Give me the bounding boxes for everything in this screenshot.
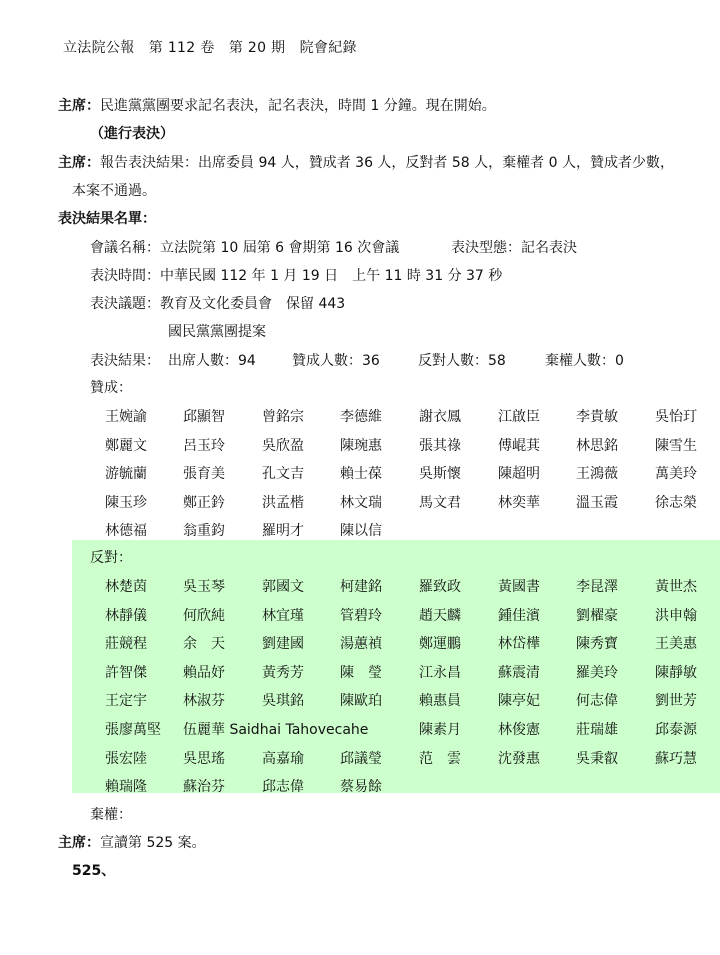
speech-text: 報告表決結果：出席委員 94 人，贊成者 36 人，反對者 58 人，棄權者 0 人，贊成者少數， bbox=[100, 155, 674, 171]
member-name: 傅崐萁 bbox=[498, 437, 540, 454]
yes-label: 贊成： bbox=[90, 380, 132, 396]
member-name: 翁重鈞 bbox=[183, 523, 225, 540]
member-name: 蘇治芬 bbox=[183, 779, 225, 796]
member-name: 黃秀芳 bbox=[262, 664, 304, 681]
vote-subject-cont: 國民黨黨團提案 bbox=[168, 324, 266, 340]
member-name: 劉建國 bbox=[262, 636, 304, 653]
yes-count: 贊成人數：36 bbox=[292, 353, 380, 369]
member-name: 李貴敏 bbox=[576, 409, 618, 425]
no-count: 反對人數：58 bbox=[418, 353, 506, 369]
member-name: 林奕華 bbox=[498, 494, 540, 511]
member-name: 林俊憲 bbox=[498, 722, 540, 738]
member-name: 陳以信 bbox=[340, 523, 382, 540]
member-name: 高嘉瑜 bbox=[262, 750, 304, 767]
speaker-label: 主席： bbox=[58, 155, 100, 171]
member-name: 沈發惠 bbox=[498, 750, 540, 767]
member-name: 張廖萬堅 bbox=[105, 722, 161, 738]
member-name: 蘇震清 bbox=[498, 664, 540, 681]
member-name: 趙天麟 bbox=[419, 607, 461, 624]
chair-speech-1 bbox=[58, 95, 496, 115]
member-name: 溫玉霞 bbox=[576, 494, 618, 511]
present-count: 出席人數：94 bbox=[168, 353, 256, 369]
member-name: 賴士葆 bbox=[340, 466, 382, 483]
member-name: 吳玉琴 bbox=[183, 579, 225, 595]
member-name: 林岱樺 bbox=[498, 636, 540, 653]
member-name: 游毓蘭 bbox=[105, 466, 147, 483]
member-name: 蔡易餘 bbox=[340, 779, 382, 796]
member-name: 王婉諭 bbox=[105, 409, 147, 425]
next-item-number: 525、 bbox=[72, 863, 116, 879]
no-label: 反對： bbox=[90, 550, 132, 566]
vote-type: 表決型態：記名表決 bbox=[451, 240, 577, 256]
meeting-name: 會議名稱：立法院第 10 屆第 6 會期第 16 次會議 bbox=[90, 240, 400, 256]
member-name: 邱志偉 bbox=[262, 779, 304, 796]
member-name: 賴惠員 bbox=[419, 693, 461, 710]
member-name: 劉世芳 bbox=[655, 693, 697, 710]
member-name: 陳琬惠 bbox=[340, 437, 382, 454]
member-name: 劉櫂豪 bbox=[576, 607, 618, 624]
member-name: 張其祿 bbox=[419, 437, 461, 454]
result-heading: 表決結果名單： bbox=[58, 211, 156, 227]
member-name: 吳秉叡 bbox=[576, 750, 618, 767]
member-name: 郭國文 bbox=[262, 579, 304, 595]
member-name: 鄭運鵬 bbox=[419, 636, 461, 653]
member-name: 王鴻薇 bbox=[576, 466, 618, 483]
member-name: 余 天 bbox=[183, 636, 225, 653]
member-name: 莊競程 bbox=[105, 636, 147, 653]
member-name: 王定宇 bbox=[105, 693, 147, 710]
member-name: 林楚茵 bbox=[105, 579, 147, 595]
member-name: 許智傑 bbox=[105, 664, 147, 681]
member-name: 洪申翰 bbox=[655, 607, 697, 624]
member-name: 邱顯智 bbox=[183, 409, 225, 425]
vote-result-label: 表決結果： bbox=[90, 353, 160, 369]
speaker-label: 主席： bbox=[58, 98, 100, 114]
member-name: 林文瑞 bbox=[340, 494, 382, 511]
member-name: 陳靜敏 bbox=[655, 664, 697, 681]
speaker-label: 主席： bbox=[58, 835, 100, 851]
member-name: 謝衣鳳 bbox=[419, 409, 461, 425]
member-name: 李德維 bbox=[340, 409, 382, 425]
member-name: 江永昌 bbox=[419, 664, 461, 681]
member-name: 鄭麗文 bbox=[105, 437, 147, 454]
chair-speech-2 bbox=[58, 152, 674, 172]
member-name: 曾銘宗 bbox=[262, 409, 304, 425]
member-name: 陳玉珍 bbox=[105, 494, 147, 511]
member-name: 陳秀寶 bbox=[576, 636, 618, 653]
member-name: 洪孟楷 bbox=[262, 494, 304, 511]
abstain-count: 棄權人數：0 bbox=[545, 353, 624, 369]
member-name: 鄭正鈐 bbox=[183, 494, 225, 511]
member-name: 馬文君 bbox=[419, 494, 461, 511]
member-name: 陳亭妃 bbox=[498, 693, 540, 710]
member-name: 吳怡玎 bbox=[655, 409, 697, 425]
speech-continuation: 本案不通過。 bbox=[72, 183, 156, 199]
member-name: 陳歐珀 bbox=[340, 693, 382, 710]
member-name: 黃世杰 bbox=[655, 579, 697, 595]
member-name: 林靜儀 bbox=[105, 607, 147, 624]
member-name: 陳素月 bbox=[419, 722, 461, 738]
member-name: 邱議瑩 bbox=[340, 750, 382, 767]
chair-speech-3 bbox=[58, 832, 206, 852]
member-name: 林宜瑾 bbox=[262, 607, 304, 624]
abstain-label: 棄權： bbox=[90, 807, 132, 823]
member-name: 吳琪銘 bbox=[262, 693, 304, 710]
member-name: 萬美玲 bbox=[655, 466, 697, 483]
member-name: 莊瑞雄 bbox=[576, 722, 618, 738]
member-name: 林思銘 bbox=[576, 437, 618, 454]
member-name: 湯蕙禎 bbox=[340, 636, 382, 653]
member-name: 呂玉玲 bbox=[183, 437, 225, 454]
vote-time: 表決時間：中華民國 112 年 1 月 19 日 上午 11 時 31 分 37 秒 bbox=[90, 268, 503, 284]
member-name: 張育美 bbox=[183, 466, 225, 483]
member-name: 羅美玲 bbox=[576, 664, 618, 681]
member-name: 賴品妤 bbox=[183, 664, 225, 681]
vote-subject: 表決議題：教育及文化委員會 保留 443 bbox=[90, 296, 346, 312]
member-name: 何欣純 bbox=[183, 607, 225, 624]
member-name: 孔文吉 bbox=[262, 466, 304, 483]
member-name: 范 雲 bbox=[419, 750, 461, 767]
member-name: 吳思瑤 bbox=[183, 750, 225, 767]
member-name: 柯建銘 bbox=[340, 579, 382, 595]
action-note: （進行表決） bbox=[90, 126, 174, 142]
member-name: 羅明才 bbox=[262, 523, 304, 540]
member-name: 陳超明 bbox=[498, 466, 540, 483]
member-name: 江啟臣 bbox=[498, 409, 540, 425]
member-name: 張宏陸 bbox=[105, 750, 147, 767]
member-name: 何志偉 bbox=[576, 693, 618, 710]
member-name: 吳斯懷 bbox=[419, 466, 461, 483]
page-header: 立法院公報 第 112 卷 第 20 期 院會紀錄 bbox=[63, 40, 357, 56]
speech-text: 宣讀第 525 案。 bbox=[100, 835, 206, 851]
member-name: 黃國書 bbox=[498, 579, 540, 595]
member-name: 鍾佳濱 bbox=[498, 607, 540, 624]
member-name: 陳雪生 bbox=[655, 437, 697, 454]
member-name: 徐志榮 bbox=[655, 494, 697, 511]
no-votes-highlight bbox=[72, 540, 720, 793]
member-name: 李昆澤 bbox=[576, 579, 618, 595]
speech-text: 民進黨黨團要求記名表決，記名表決，時間 1 分鐘。現在開始。 bbox=[100, 98, 496, 114]
member-name: 林德福 bbox=[105, 523, 147, 540]
member-name: 伍麗華 Saidhai Tahovecahe bbox=[183, 722, 369, 738]
member-name: 林淑芬 bbox=[183, 693, 225, 710]
member-name: 賴瑞隆 bbox=[105, 779, 147, 796]
member-name: 吳欣盈 bbox=[262, 437, 304, 454]
member-name: 王美惠 bbox=[655, 636, 697, 653]
member-name: 管碧玲 bbox=[340, 607, 382, 624]
member-name: 蘇巧慧 bbox=[655, 750, 697, 767]
member-name: 羅致政 bbox=[419, 579, 461, 595]
member-name: 邱泰源 bbox=[655, 722, 697, 738]
member-name: 陳 瑩 bbox=[340, 664, 382, 681]
